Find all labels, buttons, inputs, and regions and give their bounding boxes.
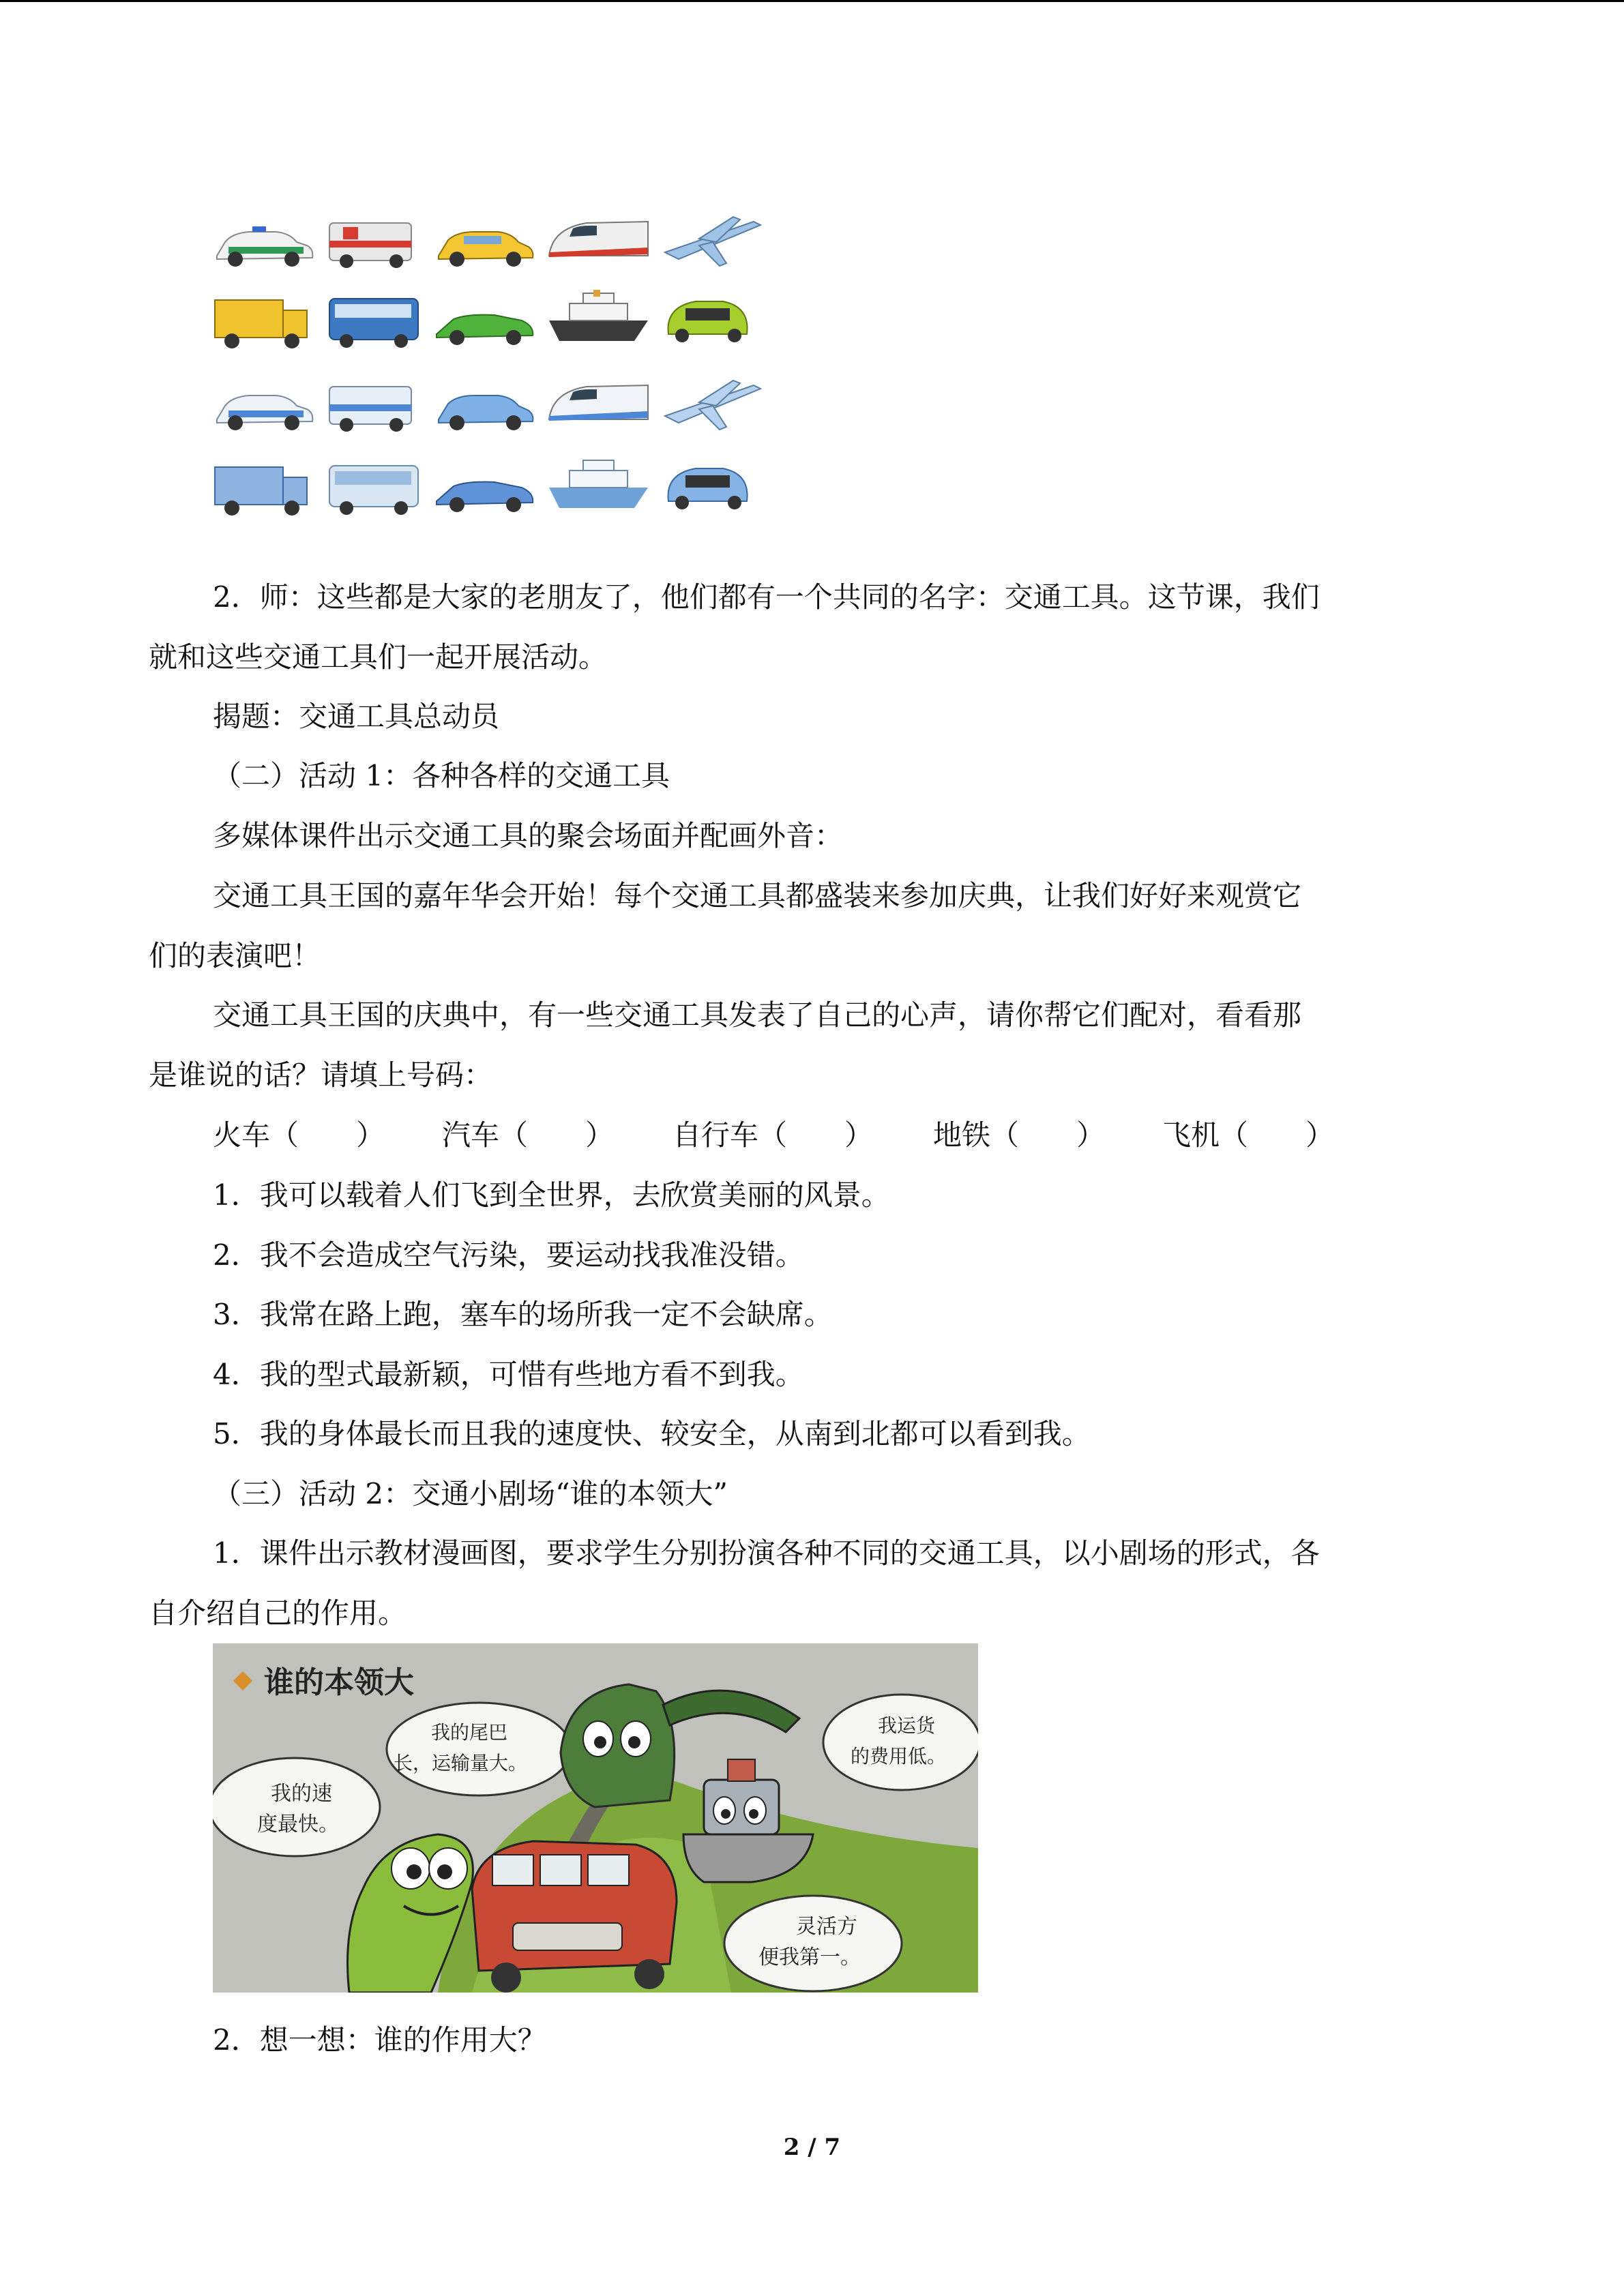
carnival-line1: 交通工具王国的嘉年华会开始！每个交通工具都盛装来参加庆典，让我们好好来观赏它 [213, 879, 1302, 912]
multimedia-line: 多媒体课件出示交通工具的聚会场面并配画外音： [213, 819, 844, 852]
statement-item: 5．我的身体最长而且我的速度快、较安全，从南到北都可以看到我。 [213, 1417, 1091, 1450]
compact-car-icon [668, 301, 748, 342]
paragraph-teacher-line2: 就和这些交通工具们一起开展活动。 [149, 640, 608, 674]
fill-blank-airplane[interactable]: 飞机（ ） [1162, 1118, 1335, 1152]
airplane-icon [665, 217, 761, 266]
carnival-line2: 们的表演吧！ [149, 939, 321, 972]
bubble-cost-line1: 我运货 [878, 1714, 936, 1737]
bubble-flex-line2: 便我第一。 [758, 1945, 861, 1969]
bus-icon [329, 466, 418, 515]
courseware-line2: 自介绍自己的作用。 [149, 1596, 407, 1630]
airplane-icon [665, 381, 761, 430]
comic-illustration [213, 1643, 978, 1993]
bus-icon [329, 299, 418, 348]
police-car-icon [217, 396, 312, 430]
convertible-icon [437, 482, 533, 512]
sedan-icon [439, 396, 533, 430]
bubble-fast-line2: 度最快。 [257, 1813, 339, 1836]
comic-svg [213, 1643, 978, 1993]
van-icon [329, 387, 411, 432]
section-3-heading: （三）活动 2：交通小剧场“谁的本领大” [213, 1477, 728, 1510]
courseware-line1: 1．课件出示教材漫画图，要求学生分别扮演各种不同的交通工具，以小剧场的形式，各 [213, 1536, 1320, 1570]
fill-blank-train[interactable]: 火车（ ） [213, 1118, 385, 1152]
vehicle-grid-svg [208, 211, 781, 539]
bubble-cost-line2: 的费用低。 [851, 1745, 947, 1768]
statement-item: 1．我可以载着人们飞到全世界，去欣赏美丽的风景。 [213, 1178, 890, 1212]
ship-icon [549, 460, 648, 508]
section-2-heading: （二）活动 1：各种各样的交通工具 [213, 759, 670, 792]
voice-line2: 是谁说的话？请填上号码： [149, 1058, 493, 1092]
statement-item: 4．我的型式最新颖，可惜有些地方看不到我。 [213, 1358, 804, 1391]
bullet-train-icon [549, 385, 648, 421]
sports-car-icon [437, 315, 533, 345]
bubble-fast-line1: 我的速 [271, 1782, 332, 1806]
page-number: 2 / 7 [783, 2134, 841, 2161]
statement-item: 2．我不会造成空气污染，要运动找我准没错。 [213, 1238, 804, 1272]
topic-line: 揭题：交通工具总动员 [213, 700, 500, 733]
comic-heading: 谁的本领大 [264, 1665, 414, 1700]
taxi-icon [439, 232, 533, 267]
fill-blank-car[interactable]: 汽车（ ） [442, 1118, 615, 1152]
ship-icon [549, 290, 648, 341]
truck-icon [215, 300, 307, 348]
vehicle-icon-grid [208, 211, 781, 539]
think-line: 2．想一想：谁的作用大？ [213, 2023, 546, 2057]
bubble-flex-line1: 灵活方 [796, 1915, 857, 1939]
fill-blank-bicycle[interactable]: 自行车（ ） [673, 1118, 874, 1152]
police-car-icon [217, 226, 312, 267]
ambulance-icon [329, 223, 411, 268]
bubble-tail-line1: 我的尾巴 [431, 1721, 508, 1744]
compact-car-icon [668, 468, 748, 509]
voice-line1: 交通工具王国的庆典中，有一些交通工具发表了自己的心声，请你帮它们配对，看看那 [213, 998, 1302, 1032]
fill-blank-subway[interactable]: 地铁（ ） [933, 1118, 1106, 1152]
paragraph-teacher-line1: 2．师：这些都是大家的老朋友了，他们都有一个共同的名字：交通工具。这节课，我们 [213, 580, 1320, 614]
bubble-tail-line2: 长，运输量大。 [394, 1752, 528, 1774]
statement-item: 3．我常在路上跑，塞车的场所我一定不会缺席。 [213, 1298, 833, 1331]
truck-icon [215, 467, 307, 516]
bullet-train-icon [549, 222, 648, 257]
